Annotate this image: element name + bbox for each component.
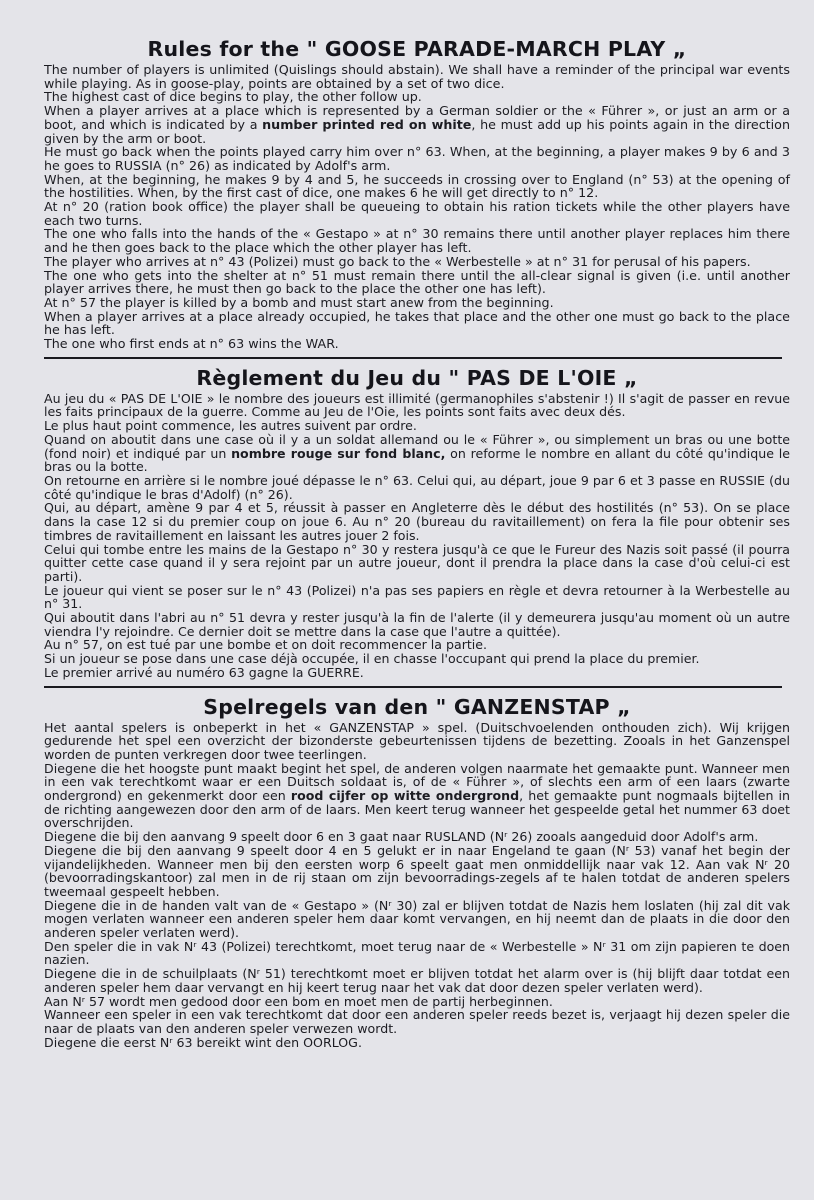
dutch-bold-text: rood cijfer op witte ondergrond: [290, 788, 520, 804]
dutch-paragraph: Den speler die in vak Nʳ 43 (Polizei) terechtkomt, moet terug naar de « Werbestelle » Nʳ 31 om zijn papieren te doen nazien.: [44, 938, 790, 968]
english-paragraph: The one who falls into the hands of the « Gestapo » at n° 30 remains there until another player replaces him there and he then goes back to the place which the other player has left.: [44, 226, 790, 256]
french-paragraph: Qui, au départ, amène 9 par 4 et 5, réussit à passer en Angleterre dès le début des hostilités (n° 53). On se place dans la case 12 si du premier coup on joue 6. Au n° 20 (bureau du ravitaillement) on fera la file pour obtenir ses timbres de ravitaillement en laissant les autres jouer 2 fois.: [44, 500, 790, 543]
english-paragraph: He must go back when the points played carry him over n° 63. When, at the beginning, a player makes 9 by 6 and 3 he goes to RUSSIA (n° 26) as indicated by Adolf's arm.: [44, 144, 790, 173]
french-text: on reforme le nombre en allant du côté qu'indique le bras ou la botte.: [44, 445, 790, 475]
french-paragraph: On retourne en arrière si le nombre joué dépasse le n° 63. Celui qui, au départ, joue 9 par 6 et 3 passe en RUSSIE (du côté qu'indique le bras d'Adolf) (n° 26).: [44, 472, 790, 502]
french-paragraph: Le joueur qui vient se poser sur le n° 43 (Polizei) n'a pas ses papiers en règle et devra retourner à la Werbestelle au n° 31.: [44, 582, 790, 612]
english-paragraph: The highest cast of dice begins to play, the other follow up.: [44, 89, 422, 105]
english-bold-text: number printed red on white: [262, 116, 472, 132]
french-paragraph: Celui qui tombe entre les mains de la Gestapo n° 30 y restera jusqu'à ce que le Fureur des Nazis soit passé (il pourra quitter cette case quand il y sera rejoint par un autre joueur, dont il prendra la place dans la case d'où celui-ci est parti).: [44, 541, 790, 584]
french-paragraph: Le plus haut point commence, les autres suivent par ordre.: [44, 418, 417, 434]
french-title: Règlement du Jeu du " PAS DE L'OIE „: [196, 365, 638, 390]
french-paragraph: Si un joueur se pose dans une case déjà occupée, il en chasse l'occupant qui prend la place du premier.: [44, 651, 700, 667]
english-title: Rules for the " GOOSE PARADE-MARCH PLAY „: [147, 37, 687, 61]
english-paragraph: [44, 104, 790, 145]
english-paragraph: The number of players is unlimited (Quislings should abstain). We shall have a reminder of the principal war events while playing. As in goose-play, points are obtained by a set of two dice.: [44, 62, 790, 91]
dutch-paragraph: Diegene die eerst Nʳ 63 bereikt wint den OORLOG.: [44, 1034, 362, 1050]
english-section: [44, 36, 790, 359]
dutch-paragraph: Aan Nʳ 57 wordt men gedood door een bom en moet men de partij herbeginnen.: [44, 993, 553, 1009]
french-paragraph: [44, 433, 790, 474]
french-text: Quand on aboutit dans une case où il y a un soldat allemand ou le « Führer », ou simplement un bras ou une botte (fond noir) et indiqué par un: [44, 431, 790, 461]
dutch-section: [44, 694, 790, 1050]
dutch-paragraph: Wanneer een speler in een vak terechtkomt dat door een anderen speler reeds bezet is, verjaagt hij dezen speler die naar de plaats van den anderen speler verwezen wordt.: [44, 1007, 790, 1036]
dutch-paragraph: Diegene die bij den aanvang 9 speelt door 6 en 3 gaat naar RUSLAND (Nʳ 26) zooals aangeduid door Adolf's arm.: [44, 829, 759, 845]
french-bold-text: nombre rouge sur fond blanc,: [231, 445, 446, 461]
section-divider: [44, 686, 782, 688]
english-paragraph: When, at the beginning, he makes 9 by 4 and 5, he succeeds in crossing over to England (n° 53) at the opening of the hostilities. When, by the first cast of dice, one makes 6 he will get directly to n° 12.: [44, 171, 790, 201]
section-divider: [44, 357, 782, 359]
english-text: , he must add up his points again in the direction given by the arm or boot.: [44, 116, 790, 146]
dutch-paragraph: Het aantal spelers is onbeperkt in het « GANZENSTAP » spel. (Duitschvoelenden onthouden zich). Wij krijgen gedurende het spel een overzicht der bizonderste gebeurtenissen tijdens de bezetting. Zooals in het Ganzenspel worden de punten verkregen door twee teerlingen.: [44, 719, 790, 762]
dutch-paragraph: Diegene die bij den aanvang 9 speelt door 4 en 5 gelukt er in naar Engeland te gaan (Nʳ 53) vanaf het begin der vijandelijkheden. Wanneer men bij den eersten worp 6 speelt gaat men onmiddellijk naar vak 12. Aan vak Nʳ 20 (bevoorradingskantoor) zal men in de rij staan om zijn bevoorradings-zegels af te halen totdat de anderen spelers tweemaal gespeelt hebben.: [44, 842, 790, 899]
french-paragraph: Au n° 57, on est tué par une bombe et on doit recommencer la partie.: [44, 637, 488, 653]
dutch-text: , het gemaakte punt nogmaals bijtellen in de richting aangewezen door den arm of de laars. Men keert terug wanneer het gespeelde getal het nummer 63 doet overschrijden.: [44, 788, 791, 831]
dutch-text: Diegene die het hoogste punt maakt begint het spel, de anderen volgen naarmate het gemaakte punt. Wanneer men in een vak terechtkomt waar er een Duitsch soldaat is, of de « Führer », of slechts een arm of een laars (zwarte ondergrond) en gekenmerkt door een: [44, 760, 790, 804]
dutch-paragraph: [44, 762, 790, 831]
french-paragraph: Qui aboutit dans l'abri au n° 51 devra y rester jusqu'à la fin de l'alerte (il y demeurera jusqu'au moment où un autre viendra l'y rejoindre. Ce dernier doit se mettre dans la case que l'autre a quittée).: [44, 610, 790, 639]
french-section: [44, 365, 790, 688]
english-paragraph: At n° 20 (ration book office) the player shall be queueing to obtain his ration tickets while the other players have each two turns.: [44, 199, 790, 228]
dutch-paragraph: Diegene die in de handen valt van de « Gestapo » (Nʳ 30) zal er blijven totdat de Nazis hem loslaten (hij zal dit vak mogen verlaten wanneer een anderen speler hem daar komt vervangen, en hij neemt dan de plaats in die door den anderen speler verlaten werd).: [44, 897, 790, 941]
english-text: When a player arrives at a place which is represented by a German soldier or the « Führer », or just an arm or a boot, and which is indicated by a: [44, 103, 790, 132]
english-paragraph: The player who arrives at n° 43 (Polizei) must go back to the « Werbestelle » at n° 31 for perusal of his papers.: [44, 253, 751, 269]
english-paragraph: The one who gets into the shelter at n° 51 must remain there until the all-clear signal is given (i.e. until another player arrives there, he must then go back to the place the other one has left).: [44, 267, 790, 297]
french-paragraph: Au jeu du « PAS DE L'OIE » le nombre des joueurs est illimité (germanophiles s'abstenir !) Il s'agit de passer en revue les faits principaux de la guerre. Comme au Jeu de l'Oie, les points sont faits avec deux dés.: [44, 390, 790, 420]
english-paragraph: The one who first ends at n° 63 wins the WAR.: [44, 336, 339, 352]
english-paragraph: When a player arrives at a place already occupied, he takes that place and the other one must go back to the place he has left.: [44, 308, 790, 338]
dutch-paragraph: Diegene die in de schuilplaats (Nʳ 51) terechtkomt moet er blijven totdat het alarm over is (hij blijft daar totdat een anderen speler hem daar vervangt en hij keert terug naar het vak dat door dezen speler verlaten werd).: [44, 966, 790, 995]
french-paragraph: Le premier arrivé au numéro 63 gagne la GUERRE.: [44, 664, 364, 680]
dutch-title: Spelregels van den " GANZENSTAP „: [203, 694, 631, 719]
english-paragraph: At n° 57 the player is killed by a bomb and must start anew from the beginning.: [44, 294, 554, 310]
